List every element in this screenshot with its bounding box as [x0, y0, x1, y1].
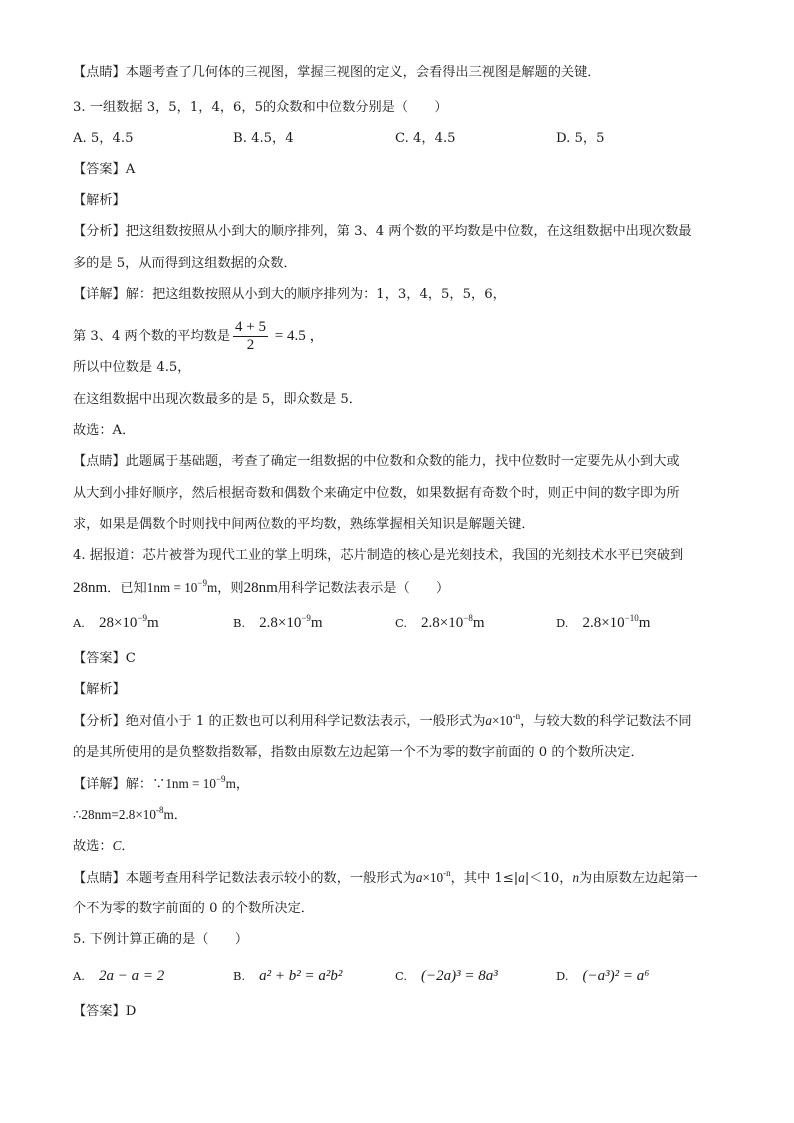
variable-n: n	[572, 870, 580, 885]
q3-insight-line1: 【点睛】此题属于基础题，考查了确定一组数据的中位数和众数的能力，找中位数时一定要先从小到大或	[73, 454, 680, 469]
value-28nm: 28nm	[73, 580, 108, 596]
option-expression: (−2a)³ = 8a³	[421, 968, 498, 984]
q5-stem: 5. 下例计算正确的是（ ）	[73, 932, 249, 947]
fenxi-text: ，与较大数的科学记数法不同	[520, 714, 692, 729]
option-expression: 2a − a = 2	[98, 968, 165, 984]
option-expression: (−a³)² = a⁶	[582, 968, 650, 984]
conversion-exponent: -8	[155, 805, 164, 815]
option-expression: a² + b² = a²b²	[259, 968, 343, 984]
option-base: 28×10	[98, 615, 138, 631]
q4-fenxi-line2: 的是其所使用的是负整数指数幂，指数由原数左边起第一个不为零的数字前面的 0 的个数所决定．	[73, 745, 644, 760]
q4-stem-line2	[73, 576, 734, 601]
q4-stem-line1: 4. 据报道：芯片被誉为现代工业的掌上明珠，芯片制造的核心是光刻技术，我国的光刻技术水平已突破到	[73, 548, 684, 563]
fraction-result: = 4.5 ，	[271, 328, 325, 344]
variable-a: a	[518, 870, 525, 885]
choice-text: ．	[121, 839, 135, 854]
option-exponent: −8	[463, 613, 473, 623]
option-base: 2.8×10	[259, 615, 302, 631]
option-base: 2.8×10	[421, 615, 464, 631]
q3-insight-line3: 求，如果是偶数个时则找中间两位数的平均数，熟练掌握相关知识是解题关键．	[73, 517, 535, 532]
option-base: 2.8×10	[582, 615, 625, 631]
option-exponent: −9	[301, 613, 311, 623]
option-label: D.	[556, 969, 569, 983]
q5-option-c	[395, 965, 498, 988]
q3-detail-line1: 【详解】解：把这组数按照从小到大的顺序排列为：1，3，4，5，5，6，	[73, 287, 506, 302]
option-exponent: −10	[624, 613, 639, 623]
option-label: A.	[73, 969, 85, 983]
q3-insight-line2: 从大到小排好顺序，然后根据奇数和偶数个来确定中位数，如果数据有奇数个时，则正中间的数字即为所	[73, 486, 680, 501]
q3-analysis-heading: 【解析】	[73, 193, 126, 208]
q4-option-b	[233, 612, 323, 635]
power-exponent: -n	[443, 868, 451, 878]
insight-text: 【点睛】本题考查用科学记数法表示较小的数，一般形式为	[73, 871, 416, 886]
q5-answer: 【答案】D	[73, 1004, 137, 1019]
q3-stem: 3. 一组数据 3，5，1，4，6，5的众数和中位数分别是（ ）	[73, 100, 448, 115]
insight-text: ，其中 1≤|	[450, 871, 519, 886]
choice-letter: C	[112, 838, 122, 853]
nm-definition-base: 1nm = 10	[146, 580, 198, 595]
power-base: ×10	[422, 870, 444, 885]
q4-analysis-heading: 【解析】	[73, 682, 126, 697]
q4-stem-text: 用科学记数法表示是（ ）	[277, 581, 450, 596]
option-label: C.	[395, 969, 408, 983]
variable-a: a	[415, 870, 423, 885]
value-28nm: 28nm	[243, 580, 278, 596]
q3-fenxi-line2: 多的是 5，从而得到这组数据的众数．	[73, 256, 297, 271]
option-exponent: −9	[137, 613, 148, 623]
variable-a: a	[485, 713, 492, 728]
fenxi-text: 【分析】绝对值小于 1 的正数也可以利用科学记数法表示，一般形式为	[73, 714, 486, 729]
option-unit: m	[472, 615, 485, 631]
mean-fraction	[233, 319, 268, 354]
fraction-denominator: 2	[246, 337, 255, 353]
q5-option-d	[556, 965, 649, 988]
q4-option-d	[556, 612, 650, 635]
power-exponent: -n	[512, 711, 521, 721]
insight-text: |＜10，	[524, 871, 573, 886]
nm-definition-exponent: −9	[215, 774, 226, 784]
fraction-numerator: 4 + 5	[235, 319, 267, 335]
conversion-base: ∴28nm=2.8×10	[73, 807, 156, 822]
q4-stem-text: ，则	[217, 581, 244, 596]
option-label: C.	[395, 616, 408, 630]
q3-option-a: A. 5，4.5	[73, 131, 134, 146]
nm-definition	[147, 580, 218, 595]
q4-choice	[73, 836, 734, 857]
power-base: ×10	[492, 713, 513, 728]
option-unit: m	[638, 615, 651, 631]
q4-insight-line1	[73, 868, 734, 889]
choice-text: 故选：	[73, 839, 113, 854]
q5-option-b	[233, 965, 342, 988]
q3-choice: 故选：A．	[73, 423, 136, 438]
q4-option-c	[395, 612, 485, 635]
nm-definition-unit: m	[225, 776, 236, 791]
detail-text: 【详解】解：∵	[73, 777, 166, 792]
q4-option-a	[73, 612, 159, 635]
detail-text: ，	[235, 777, 250, 792]
q3-answer: 【答案】A	[73, 162, 136, 177]
nm-definition-exponent: −9	[197, 578, 207, 588]
q3-option-d: D. 5，5	[556, 131, 605, 146]
conversion-unit: m．	[163, 807, 187, 822]
q3-option-c: C. 4，4.5	[395, 131, 456, 146]
q2-insight-line: 【点睛】本题考查了几何体的三视图，掌握三视图的定义，会看得出三视图是解题的关键．	[73, 65, 601, 80]
q3-detail-line2	[73, 319, 734, 354]
q3-detail-line4: 在这组数据中出现次数最多的是 5，即众数是 5．	[73, 392, 362, 407]
option-label: D.	[556, 616, 569, 630]
q4-detail-line1	[73, 774, 734, 795]
option-unit: m	[147, 615, 159, 631]
q3-fenxi-line1: 【分析】把这组数按照从小到大的顺序排列，第 3、4 两个数的平均数是中位数，在这组数据中出现次数最	[73, 224, 692, 239]
q4-fenxi-line1	[73, 711, 734, 732]
option-label: B.	[233, 969, 246, 983]
q5-option-a	[73, 965, 164, 988]
option-label: A.	[73, 616, 85, 630]
option-label: B.	[233, 616, 246, 630]
insight-text: 为由原数左边起第一	[579, 871, 698, 886]
q4-answer: 【答案】C	[73, 651, 136, 666]
q3-option-b: B. 4.5，4	[233, 131, 294, 146]
q3-detail-text: 第 3、4 两个数的平均数是	[73, 329, 231, 344]
q4-detail-line2	[73, 805, 734, 826]
q3-detail-line3: 所以中位数是 4.5，	[73, 360, 191, 375]
q4-insight-line2: 个不为零的数字前面的 0 的个数所决定．	[73, 901, 314, 916]
nm-definition-base: 1nm = 10	[165, 776, 216, 791]
nm-definition-unit: m	[206, 580, 218, 595]
option-unit: m	[310, 615, 323, 631]
q4-stem-text: ．已知	[107, 581, 147, 596]
